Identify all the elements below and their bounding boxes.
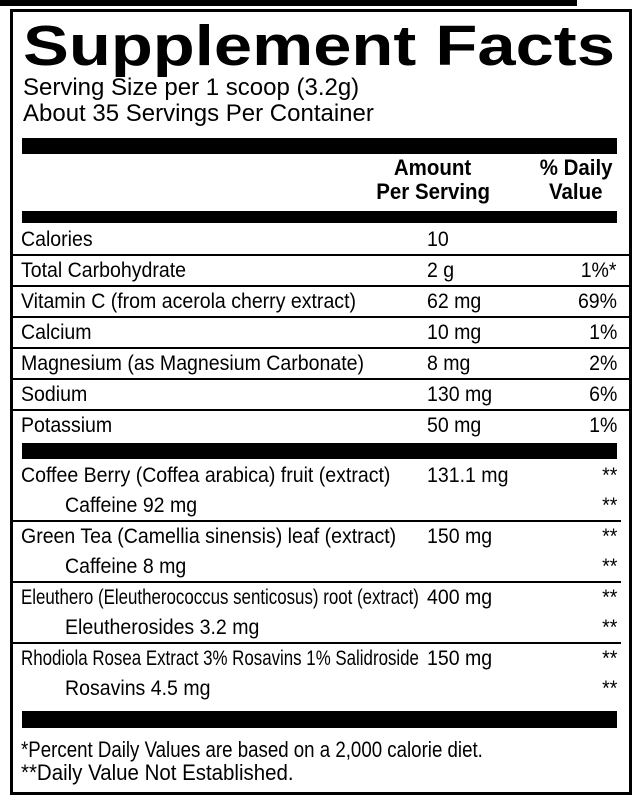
row-potassium: Potassium 50 mg 1% [21, 414, 617, 437]
row-sodium: Sodium 130 mg 6% [13, 380, 629, 411]
row-rosavins: Rosavins 4.5 mg ** [65, 677, 617, 700]
serving-size: Serving Size per 1 scoop (3.2g) [23, 74, 360, 101]
row-calories: Calories 10 [13, 225, 629, 256]
row-caffeine-92: Caffeine 92 mg ** [13, 491, 621, 522]
row-vitamin-c: Vitamin C (from acerola cherry extract) 62 mg 69% [13, 287, 629, 318]
thick-divider-bottom [22, 711, 617, 728]
column-header-amount: Amount Per Serving [376, 155, 490, 204]
row-eleutherosides: Eleutherosides 3.2 mg ** [13, 613, 621, 644]
row-eleuthero: Eleuthero (Eleutherococcus senticosus) root (extract) 400 mg ** [21, 586, 617, 609]
botanical-rows [13, 461, 621, 703]
column-header-daily-value: % Daily Value [539, 155, 613, 204]
footnote-not-established: **Daily Value Not Established. [21, 760, 294, 785]
thick-divider-middle [22, 443, 617, 459]
row-magnesium: Magnesium (as Magnesium Carbonate) 8 mg 2% [13, 349, 629, 380]
nutrient-rows [13, 225, 629, 442]
thick-divider-top [22, 138, 617, 154]
row-caffeine-8: Caffeine 8 mg ** [13, 552, 621, 583]
row-rhodiola: Rhodiola Rosea Extract 3% Rosavins 1% Salidroside 150 mg ** [21, 647, 617, 670]
row-green-tea: Green Tea (Camellia sinensis) leaf (extract) 150 mg ** [21, 525, 617, 548]
row-coffee-berry: Coffee Berry (Coffea arabica) fruit (extract) 131.1 mg ** [21, 464, 617, 487]
servings-per-container: About 35 Servings Per Container [23, 100, 374, 127]
top-edge-strip [0, 0, 577, 6]
footnote-daily-values: *Percent Daily Values are based on a 2,000 calorie diet. [21, 737, 483, 762]
thick-divider-header [22, 211, 617, 223]
row-total-carbohydrate: Total Carbohydrate 2 g 1%* [13, 256, 629, 287]
panel-title: Supplement Facts [23, 14, 615, 78]
supplement-facts-panel [10, 9, 632, 795]
row-calcium: Calcium 10 mg 1% [13, 318, 629, 349]
